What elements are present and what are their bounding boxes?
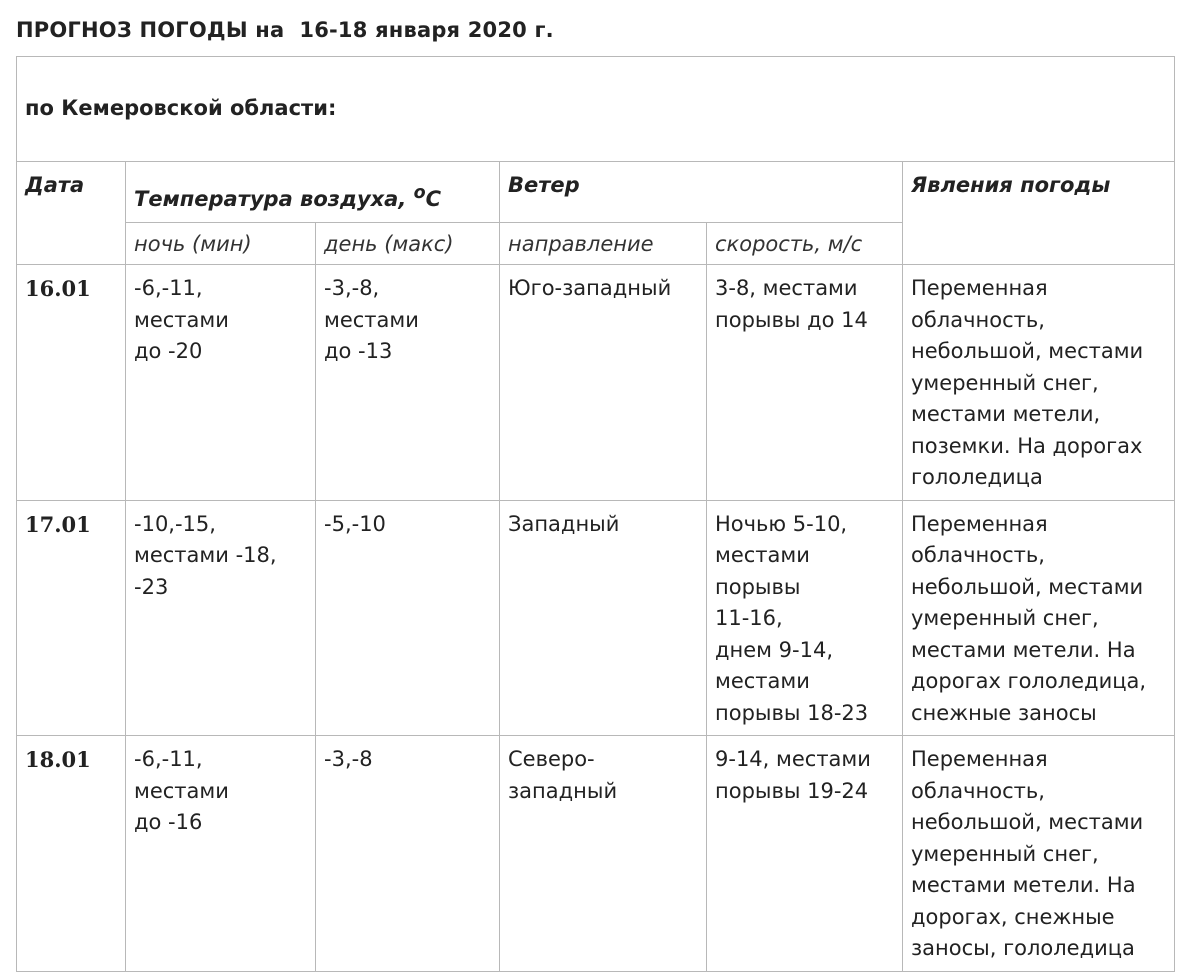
row-wind-speed: 3-8, местами порывы до 14 (707, 265, 903, 501)
table-row (17, 265, 1175, 501)
row-day-temp: -3,-8, местами до -13 (316, 265, 500, 501)
header-temperature-label: Температура воздуха, (134, 187, 414, 211)
subheader-speed: скорость, м/с (707, 222, 903, 265)
table-row (17, 500, 1175, 736)
row-wind-direction: Северо- западный (500, 736, 707, 972)
header-phenomena: Явления погоды (903, 162, 1175, 265)
row-day-temp: -3,-8 (316, 736, 500, 972)
subheader-day: день (макс) (316, 222, 500, 265)
header-temperature-degree: o (413, 183, 426, 203)
row-date: 16.01 (17, 265, 126, 501)
forecast-table (16, 56, 1175, 972)
row-phenomena: Переменная облачность, небольшой, местами умеренный снег, местами метели. На дорогах гололедица, снежные заносы (903, 500, 1175, 736)
row-night-temp: -6,-11, местами до -16 (126, 736, 316, 972)
region-heading: по Кемеровской области: (17, 57, 1175, 162)
row-night-temp: -10,-15, местами -18, -23 (126, 500, 316, 736)
row-wind-direction: Юго-западный (500, 265, 707, 501)
row-phenomena: Переменная облачность, небольшой, местами умеренный снег, местами метели. На дорогах, снежные заносы, гололедица (903, 736, 1175, 972)
row-wind-speed: Ночью 5-10, местами порывы 11-16, днем 9-14, местами порывы 18-23 (707, 500, 903, 736)
row-date: 18.01 (17, 736, 126, 972)
table-row (17, 736, 1175, 972)
subheader-direction: направление (500, 222, 707, 265)
region-row (17, 57, 1175, 162)
row-wind-speed: 9-14, местами порывы 19-24 (707, 736, 903, 972)
header-date: Дата (17, 162, 126, 265)
header-temperature (126, 162, 500, 223)
page-title: ПРОГНОЗ ПОГОДЫ на 16-18 января 2020 г. (16, 18, 554, 42)
row-wind-direction: Западный (500, 500, 707, 736)
row-night-temp: -6,-11, местами до -20 (126, 265, 316, 501)
header-wind: Ветер (500, 162, 903, 223)
subheader-night: ночь (мин) (126, 222, 316, 265)
row-date: 17.01 (17, 500, 126, 736)
header-row (17, 162, 1175, 223)
row-phenomena: Переменная облачность, небольшой, местами умеренный снег, местами метели, поземки. На дорогах гололедица (903, 265, 1175, 501)
row-day-temp: -5,-10 (316, 500, 500, 736)
header-temperature-unit: C (425, 187, 442, 211)
